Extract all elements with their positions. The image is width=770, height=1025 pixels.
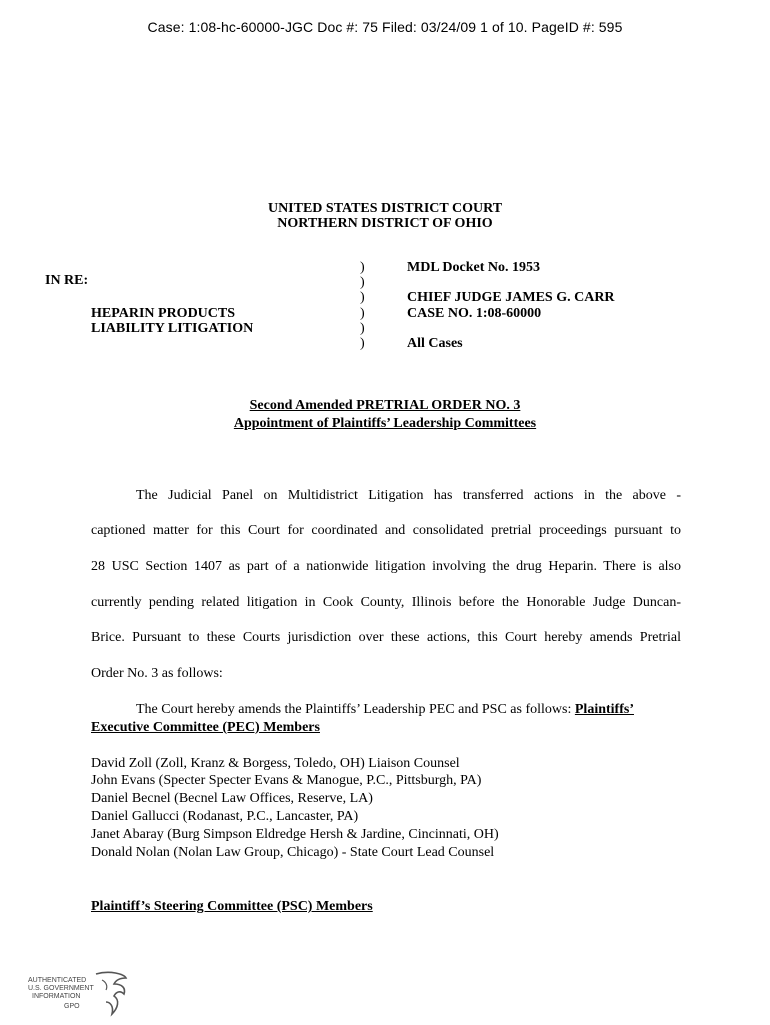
court-name: UNITED STATES DISTRICT COURT <box>267 201 503 216</box>
order-subtitle: Appointment of Plaintiffs’ Leadership Committees <box>233 416 537 431</box>
mdl-docket: MDL Docket No. 1953 <box>407 260 540 275</box>
pec-member: John Evans (Specter Specter Evans & Manogue, P.C., Pittsburgh, PA) <box>91 773 482 788</box>
all-cases: All Cases <box>407 336 463 351</box>
caption-paren: ) <box>360 290 365 305</box>
pec-member: David Zoll (Zoll, Kranz & Borgess, Toledo, OH) Liaison Counsel <box>91 756 460 771</box>
case-name-line1: HEPARIN PRODUCTS <box>91 306 236 321</box>
court-district: NORTHERN DISTRICT OF OHIO <box>277 216 493 231</box>
paragraph-line: The Judicial Panel on Multidistrict Litigation has transferred actions in the above - <box>136 488 681 503</box>
psc-heading: Plaintiff’s Steering Committee (PSC) Members <box>91 899 373 914</box>
caption-paren: ) <box>360 306 365 321</box>
pec-member: Daniel Becnel (Becnel Law Offices, Reserve, LA) <box>91 791 373 806</box>
paragraph-line: Order No. 3 as follows: <box>91 666 223 681</box>
paragraph-line: Brice. Pursuant to these Courts jurisdiction over these actions, this Court hereby amends Pretrial <box>91 630 681 645</box>
case-name-line2: LIABILITY LITIGATION <box>91 321 254 336</box>
paragraph-line: 28 USC Section 1407 as part of a nationwide litigation involving the drug Heparin. There is also <box>91 559 681 574</box>
order-title: Second Amended PRETRIAL ORDER NO. 3 <box>249 398 521 413</box>
amendment-sentence <box>136 701 696 719</box>
seal-text-line2: U.S. GOVERNMENT <box>28 985 94 992</box>
pec-heading-part1: Plaintiffs’ <box>574 702 634 717</box>
caption-paren: ) <box>360 321 365 336</box>
seal-text-line3: INFORMATION <box>32 993 81 1000</box>
seal-text-line4: GPO <box>64 1003 80 1010</box>
seal-text-line1: AUTHENTICATED <box>28 977 87 984</box>
chief-judge: CHIEF JUDGE JAMES G. CARR <box>407 290 615 305</box>
eagle-icon <box>26 968 136 1020</box>
pec-heading: Executive Committee (PEC) Members <box>91 720 320 735</box>
in-re-label: IN RE: <box>45 273 89 288</box>
amendment-text: The Court hereby amends the Plaintiffs’ Leadership PEC and PSC as follows: <box>136 702 575 717</box>
paragraph-line: captioned matter for this Court for coordinated and consolidated pretrial proceedings pursuant to <box>91 523 681 538</box>
gpo-authentication-seal <box>26 968 136 1020</box>
caption-paren: ) <box>360 275 365 290</box>
caption-paren: ) <box>360 260 365 275</box>
case-number: CASE NO. 1:08-60000 <box>407 306 542 321</box>
filing-stamp-header: Case: 1:08-hc-60000-JGC Doc #: 75 Filed: 03/24/09 1 of 10. PageID #: 595 <box>147 19 623 35</box>
pec-member: Daniel Gallucci (Rodanast, P.C., Lancaster, PA) <box>91 809 359 824</box>
caption-paren: ) <box>360 336 365 351</box>
pec-member: Donald Nolan (Nolan Law Group, Chicago) - State Court Lead Counsel <box>91 845 495 860</box>
pec-member: Janet Abaray (Burg Simpson Eldredge Hersh & Jardine, Cincinnati, OH) <box>91 827 499 842</box>
paragraph-line: currently pending related litigation in Cook County, Illinois before the Honorable Judge Duncan- <box>91 595 681 610</box>
